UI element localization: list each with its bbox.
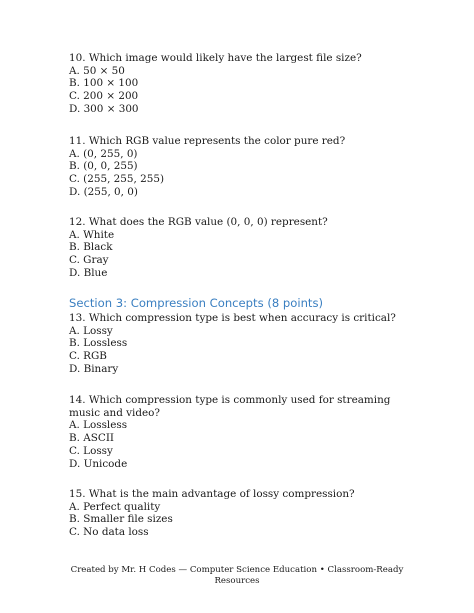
question-14: [69, 394, 399, 470]
question-11: [69, 135, 399, 199]
question-15-option-c: C. No data loss: [69, 526, 149, 539]
question-13-option-c: C. RGB: [69, 350, 107, 363]
question-11-option-d: D. (255, 0, 0): [69, 185, 138, 198]
question-12-option-a: A. White: [69, 228, 115, 241]
question-10-option-a: A. 50 × 50: [69, 64, 125, 77]
question-10-option-b: B. 100 × 100: [69, 77, 139, 90]
question-12-option-d: D. Blue: [69, 266, 108, 279]
question-11-option-c: C. (255, 255, 255): [69, 173, 165, 186]
question-15-option-b: B. Smaller file sizes: [69, 513, 173, 526]
question-10-option-d: D. 300 × 300: [69, 102, 139, 115]
question-11-option-b: B. (0, 0, 255): [69, 160, 138, 173]
question-10: [69, 52, 399, 116]
question-12-text: 12. What does the RGB value (0, 0, 0) represent?: [69, 216, 328, 228]
question-14-text: 14. Which compression type is commonly used for streaming music and video?: [69, 394, 391, 419]
question-13-option-a: A. Lossy: [69, 324, 113, 337]
question-13-option-d: D. Binary: [69, 362, 119, 375]
page-footer: Created by Mr. H Codes — Computer Science Education • Classroom-Ready Resources: [70, 565, 404, 586]
question-14-option-a: A. Lossless: [69, 419, 128, 432]
question-13: [69, 312, 399, 376]
question-11-option-a: A. (0, 255, 0): [69, 147, 138, 160]
question-13-option-b: B. Lossless: [69, 337, 128, 350]
question-14-option-c: C. Lossy: [69, 444, 113, 457]
question-10-option-c: C. 200 × 200: [69, 90, 139, 103]
question-13-text: 13. Which compression type is best when accuracy is critical?: [69, 312, 396, 324]
question-14-option-b: B. ASCII: [69, 432, 115, 445]
question-12: [69, 216, 399, 280]
question-10-text: 10. Which image would likely have the largest file size?: [69, 52, 362, 64]
section-3-heading: Section 3: Compression Concepts (8 points): [69, 296, 324, 310]
question-11-text: 11. Which RGB value represents the color pure red?: [69, 135, 346, 147]
question-12-option-c: C. Gray: [69, 254, 109, 267]
question-14-option-d: D. Unicode: [69, 457, 128, 470]
question-15-option-a: A. Perfect quality: [69, 500, 161, 513]
question-15: [69, 488, 399, 539]
question-15-text: 15. What is the main advantage of lossy compression?: [69, 488, 355, 500]
question-12-option-b: B. Black: [69, 241, 113, 254]
